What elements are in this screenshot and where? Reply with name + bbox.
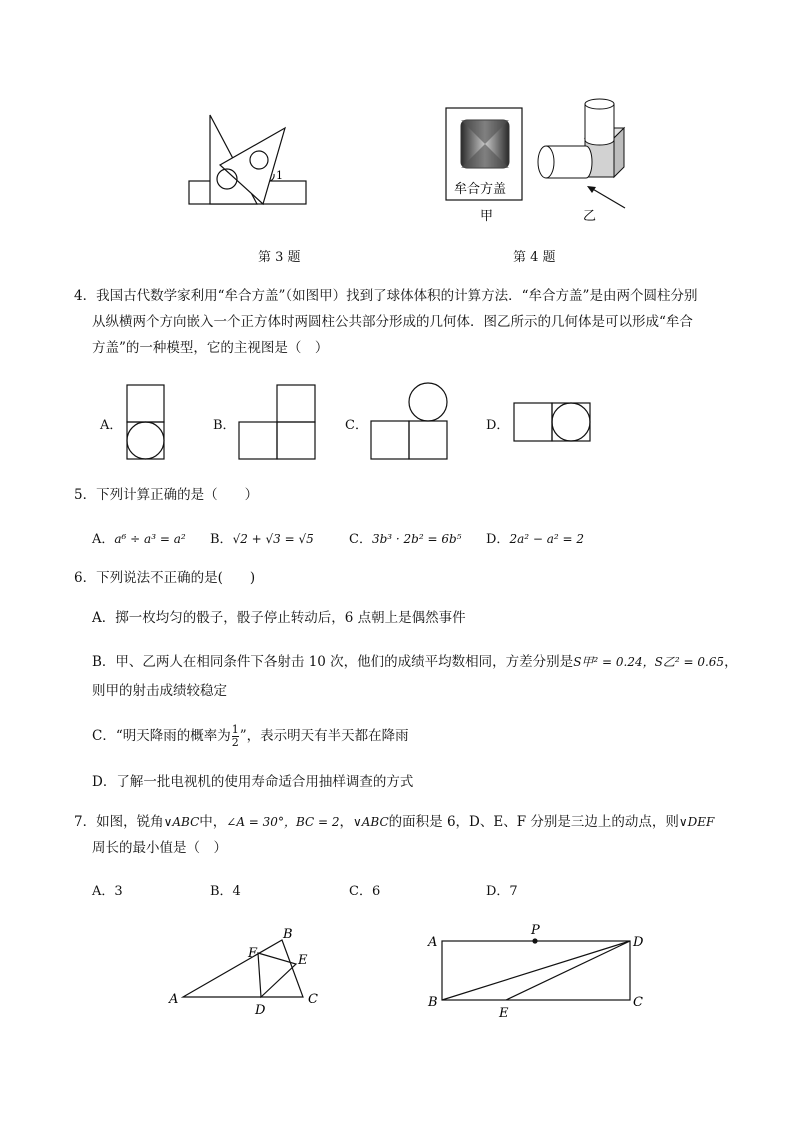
q5-a-expr: a⁶ ÷ a³ = a²: [114, 532, 186, 546]
label-b: B: [283, 927, 293, 942]
q5-b-expr: √2 + √3 = √5: [232, 532, 314, 546]
q7-angle: ∠A = 30°，BC = 2: [226, 815, 340, 829]
label-c: C: [308, 992, 318, 1007]
q7-tri-1: ∨ABC: [163, 815, 200, 829]
q7-option-b: B．4: [210, 884, 241, 899]
q4-option-d-label: D．: [486, 418, 510, 433]
q7-mid2: ，: [339, 814, 353, 830]
frac-num: 1: [231, 723, 239, 736]
label-a: A: [428, 935, 438, 950]
label-jia: 甲: [480, 209, 494, 224]
label-yi: 乙: [583, 209, 597, 224]
q4-option-a-label: A．: [100, 418, 123, 433]
q4-option-b-figure: [236, 382, 318, 462]
fraction-one-half: [232, 724, 239, 749]
q7-pre: 7．如图，锐角: [74, 814, 164, 830]
label-d: D: [633, 935, 644, 950]
q5-b-label: B．: [210, 532, 233, 547]
q4-option-c-label: C．: [345, 418, 368, 433]
q5-d-expr: 2a² − a² = 2: [509, 532, 585, 546]
label-p: P: [531, 923, 540, 938]
q4-option-a-figure: [124, 382, 168, 462]
label-e: E: [499, 1006, 509, 1021]
q6-stem: 6．下列说法不正确的是( ): [74, 570, 256, 586]
figure-q3: [185, 108, 310, 208]
q4-line-2: 从纵横两个方向嵌入一个正方体时两圆柱公共部分形成的几何体．图乙所示的几何体是可以形成“牟合: [92, 314, 693, 330]
q5-c-expr: 3b³ · 2b² = 6b⁵: [371, 532, 462, 546]
q6-c-post: ”，表示明天有半天都在降雨: [239, 728, 409, 744]
q4-option-b-label: B．: [213, 418, 236, 433]
caption-q4: 第 4 题: [513, 250, 556, 265]
q7-line-1: [74, 810, 714, 834]
q5-option-a: [92, 528, 186, 547]
q7-option-d: D．7: [486, 884, 518, 899]
label-e: E: [298, 953, 308, 968]
caption-q3: 第 3 题: [258, 250, 301, 265]
angle-label-1: 1: [276, 169, 283, 182]
label-c: C: [633, 995, 643, 1010]
q5-option-c: [349, 528, 461, 547]
q6-b-comma: ，: [724, 654, 738, 670]
q6-option-c: [92, 724, 409, 749]
q5-c-label: C．: [349, 532, 372, 547]
q5-option-d: [486, 528, 584, 547]
q6-b-text: B．甲、乙两人在相同条件下各射击 10 次，他们的成绩平均数相同，方差分别是: [92, 654, 574, 670]
q4-option-d-figure: [511, 400, 593, 444]
point-p: [532, 938, 537, 943]
q7-option-a: A．3: [92, 884, 123, 899]
q5-option-b: [210, 528, 314, 547]
figure-q7-triangle: [165, 922, 335, 1022]
figure-q4: [440, 96, 640, 231]
label-a: A: [169, 992, 179, 1007]
label-d: D: [255, 1003, 266, 1018]
label-f: F: [248, 946, 258, 961]
q6-option-d: D．了解一批电视机的使用寿命适合用抽样调查的方式: [92, 774, 414, 790]
q5-a-label: A．: [92, 532, 115, 547]
q7-option-c: C．6: [349, 884, 381, 899]
figure-rectangle: [420, 920, 660, 1025]
q5-d-label: D．: [486, 532, 510, 547]
frac-den: 2: [231, 736, 239, 749]
q7-tri-3: ∨DEF: [678, 815, 715, 829]
label-b: B: [428, 995, 438, 1010]
q7-tri-2: ∨ABC: [352, 815, 389, 829]
q6-option-b-line-2: 则甲的射击成绩较稳定: [92, 683, 227, 699]
q5-stem: 5．下列计算正确的是（ ）: [74, 487, 259, 503]
q6-option-a: A．掷一枚均匀的骰子，骰子停止转动后，6 点朝上是偶然事件: [92, 610, 466, 626]
q4-line-3: 方盖”的一种模型，它的主视图是（ ）: [92, 340, 329, 356]
q6-option-b-line-1: [92, 650, 738, 674]
q4-option-c-figure: [368, 380, 450, 462]
q6-c-pre: C．“明天降雨的概率为: [92, 728, 231, 744]
q4-line-1: 4．我国古代数学家利用“牟合方盖”（如图甲）找到了球体体积的计算方法．“牟合方盖”是由两个圆柱分别: [74, 288, 698, 304]
q7-post: 的面积是 6，D、E、F 分别是三边上的动点，则: [388, 814, 679, 830]
q7-line-2: 周长的最小值是（ ）: [92, 840, 227, 856]
mouhe-label: 牟合方盖: [454, 182, 507, 197]
q6-b-variance: S甲² = 0.24，S乙² = 0.65: [573, 655, 725, 669]
q7-mid: 中，: [199, 814, 227, 830]
